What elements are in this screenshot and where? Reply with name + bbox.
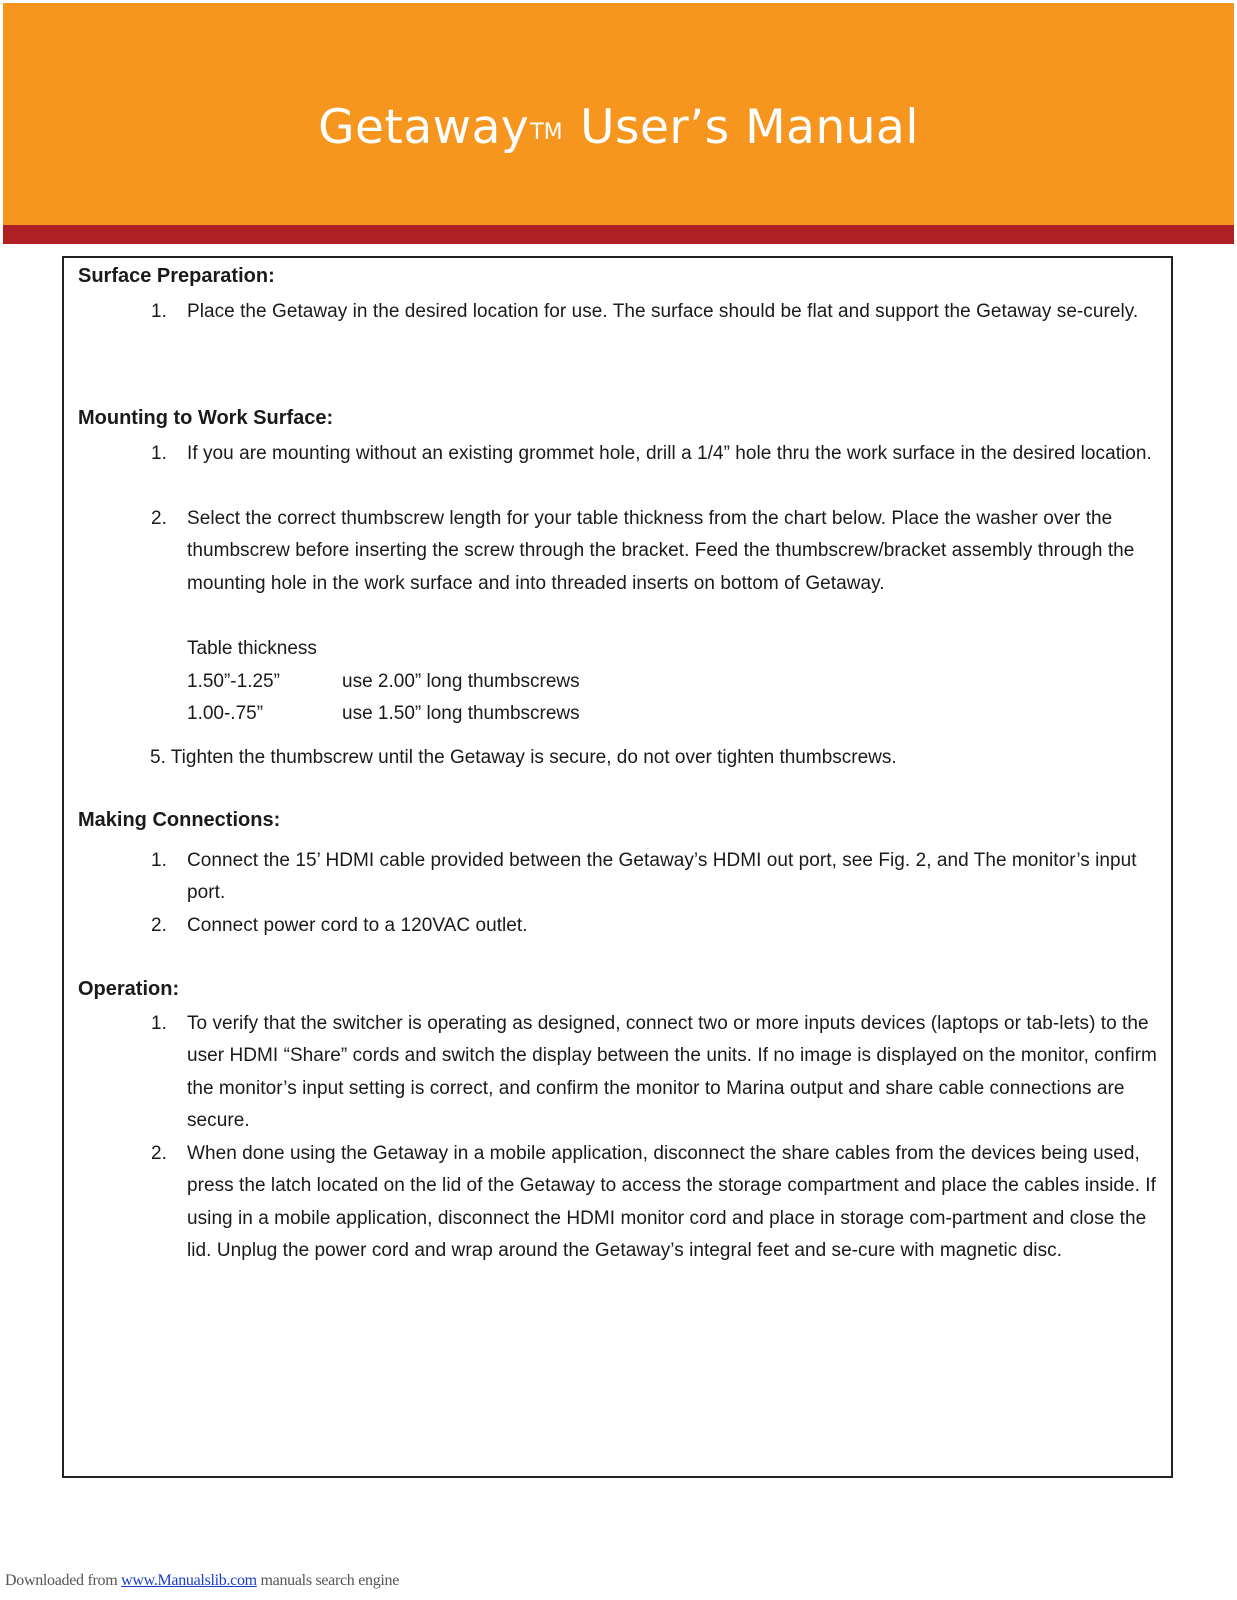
footer-suffix: manuals search engine (256, 1572, 400, 1589)
section-heading-operation: Operation: (78, 978, 180, 1000)
trademark-mark: TM (530, 120, 563, 145)
list-number: 1. (151, 1013, 167, 1034)
list-item-mounting-2: Select the correct thumbscrew length for your table thickness from the chart below. Place the washer over the thumbscrew before inserting the screw through the bracket. Feed the thumbscrew/bracket assembly through the mounting hole in the work surface and into threaded inserts on bottom of Getaway. (187, 508, 1135, 594)
page-title (0, 98, 1237, 163)
list-item-connections-2: Connect power cord to a 120VAC outlet. (187, 915, 528, 936)
title-rest: User’s Manual (580, 100, 919, 155)
manualslib-link[interactable]: www.Manualslib.com (121, 1572, 257, 1589)
list-number: 2. (151, 915, 167, 936)
title-main: Getaway (318, 100, 530, 155)
list-item-mounting-5: 5. Tighten the thumbscrew until the Getaway is secure, do not over tighten thumbscrews. (150, 747, 897, 768)
list-number: 1. (151, 443, 167, 464)
download-footer (5, 1570, 399, 1592)
list-number: 2. (151, 508, 167, 529)
list-item-operation-2: When done using the Getaway in a mobile application, disconnect the share cables from the devices being used, press the latch located on the lid of the Getaway to access the storage compartment and place the cables inside. If using in a mobile application, disconnect the HDMI monitor cord and place in storage com-partment and close the lid. Unplug the power cord and wrap around the Getaway’s integral feet and se-cure with magnetic disc. (187, 1143, 1156, 1261)
section-heading-mounting: Mounting to Work Surface: (78, 407, 334, 429)
thickness-cell: 1.00-.75” (187, 703, 264, 724)
list-number: 1. (151, 850, 167, 871)
header-stripe (3, 225, 1234, 244)
list-item-surface-1: Place the Getaway in the desired location for use. The surface should be flat and support the Getaway se-curely. (187, 301, 1139, 322)
footer-prefix: Downloaded from (5, 1572, 122, 1589)
list-item-operation-1: To verify that the switcher is operating as designed, connect two or more inputs devices (laptops or tab-lets) to the user HDMI “Share” cords and switch the display between the units. If no image is displayed on the monitor, confirm the monitor’s input setting is correct, and confirm the monitor to Marina output and share cable connections are secure. (187, 1013, 1157, 1131)
screw-cell: use 1.50” long thumbscrews (342, 703, 580, 724)
section-heading-surface: Surface Preparation: (78, 265, 275, 287)
list-item-connections-1: Connect the 15’ HDMI cable provided between the Getaway’s HDMI out port, see Fig. 2, and The monitor’s input port. (187, 850, 1137, 904)
thickness-table-header: Table thickness (187, 638, 317, 659)
list-number: 1. (151, 301, 167, 322)
screw-cell: use 2.00” long thumbscrews (342, 671, 580, 692)
list-number: 2. (151, 1143, 167, 1164)
section-heading-connections: Making Connections: (78, 809, 281, 831)
list-item-mounting-1: If you are mounting without an existing grommet hole, drill a 1/4” hole thru the work surface in the desired location. (187, 443, 1152, 464)
thickness-cell: 1.50”-1.25” (187, 671, 280, 692)
